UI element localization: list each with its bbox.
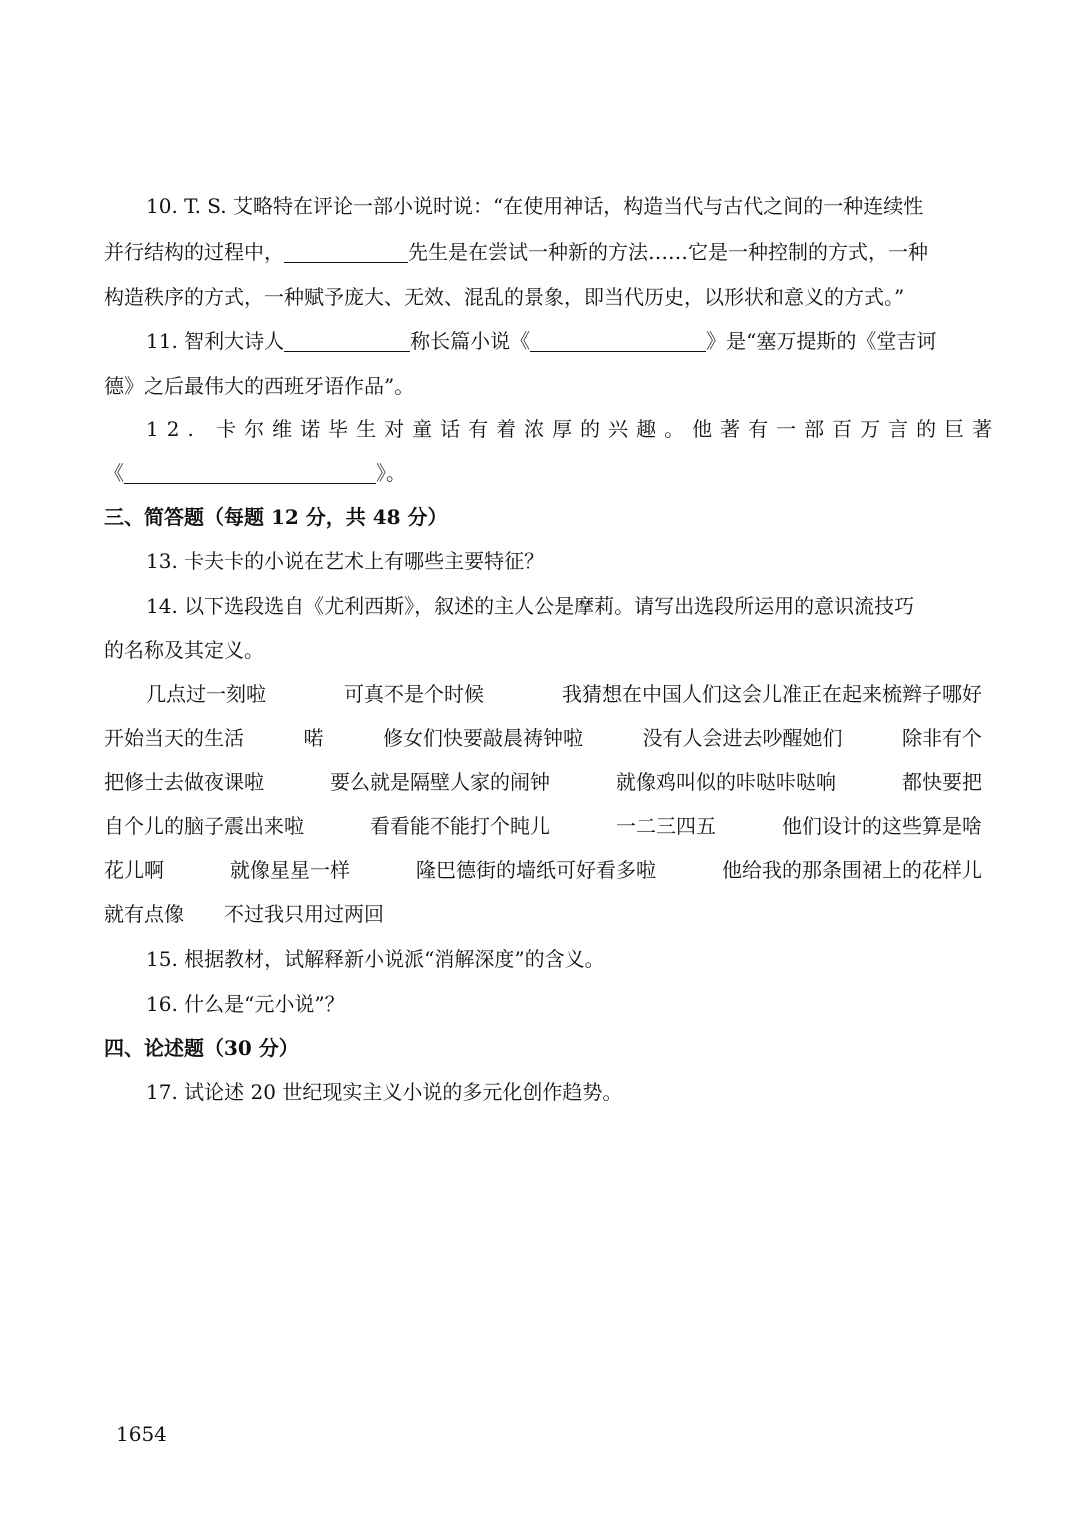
q15: 15. 根据教材，试解释新小说派“消解深度”的含义。 (146, 947, 605, 971)
section-3-heading: 三、简答题（每题 12 分，共 48 分） (104, 505, 448, 529)
answer-blank[interactable] (124, 463, 376, 484)
q12-line-2: 《 》。 (104, 461, 406, 485)
q11-line-2: 德》之后最伟大的西班牙语作品”。 (104, 374, 415, 398)
q10-line-1: 10. T. S. 艾略特在评论一部小说时说：“在使用神话，构造当代与古代之间的一种连续性 (146, 194, 924, 218)
excerpt-line-2: 开始当天的生活 喏 修女们快要敲晨祷钟啦 没有人会进去吵醒她们 除非有个 (104, 726, 982, 750)
q12-line-1: 12. 卡尔维诺毕生对童话有着浓厚的兴趣。他著有一部百万言的巨著 (146, 417, 1001, 441)
section-4-heading: 四、论述题（30 分） (104, 1036, 299, 1060)
q17: 17. 试论述 20 世纪现实主义小说的多元化创作趋势。 (146, 1080, 623, 1104)
excerpt-line-6: 就有点像 不过我只用过两回 (104, 902, 384, 926)
answer-blank[interactable] (530, 331, 706, 352)
page-number: 1654 (116, 1422, 167, 1446)
answer-blank[interactable] (284, 242, 408, 263)
excerpt-line-1: 几点过一刻啦 可真不是个时候 我猜想在中国人们这会儿准正在起来梳辫子哪好 (146, 682, 982, 706)
excerpt-line-3: 把修士去做夜课啦 要么就是隔壁人家的闹钟 就像鸡叫似的咔哒咔哒响 都快要把 (104, 770, 982, 794)
answer-blank[interactable] (284, 331, 410, 352)
excerpt-line-5: 花儿啊 就像星星一样 隆巴德街的墙纸可好看多啦 他给我的那条围裙上的花样儿 (104, 858, 982, 882)
q14-line-1: 14. 以下选段选自《尤利西斯》，叙述的主人公是摩莉。请写出选段所运用的意识流技巧 (146, 594, 915, 618)
q10-line-2: 并行结构的过程中， 先生是在尝试一种新的方法……它是一种控制的方式，一种 (104, 240, 928, 264)
excerpt-line-4: 自个儿的脑子震出来啦 看看能不能打个盹儿 一二三四五 他们设计的这些算是啥 (104, 814, 982, 838)
q11-line-1: 11. 智利大诗人 称长篇小说《 》是“塞万提斯的《堂吉诃 (146, 329, 937, 353)
q14-line-2: 的名称及其定义。 (104, 638, 264, 662)
q13: 13. 卡夫卡的小说在艺术上有哪些主要特征？ (146, 549, 545, 573)
q16: 16. 什么是“元小说”？ (146, 992, 345, 1016)
q10-line-3: 构造秩序的方式，一种赋予庞大、无效、混乱的景象，即当代历史，以形状和意义的方式。” (104, 285, 905, 309)
